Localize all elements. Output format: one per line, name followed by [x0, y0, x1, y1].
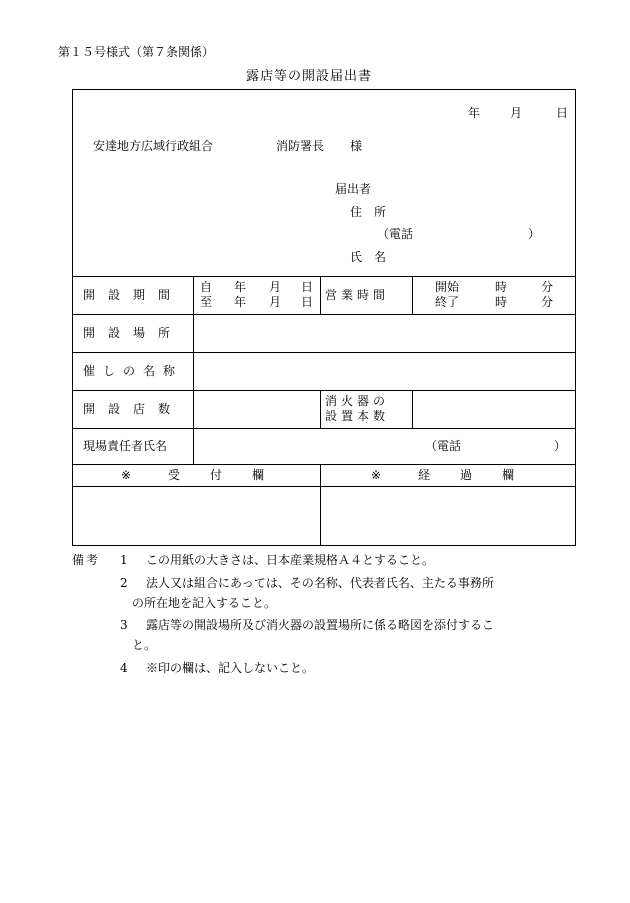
progress-label: 経過欄 — [418, 468, 545, 482]
period-from-day: 日 — [301, 280, 314, 294]
hours-start-hour: 時 — [495, 280, 508, 294]
form-title: 露店等の開設届出書 — [246, 69, 373, 84]
applicant-label: 届出者 — [335, 182, 372, 196]
note-1-num: 1 — [120, 553, 128, 567]
period-from-year: 年 — [234, 280, 247, 294]
period-to-year: 年 — [234, 295, 247, 309]
hours-start-minute: 分 — [541, 280, 554, 294]
reception-label: 受付欄 — [168, 468, 295, 482]
rule-office-split — [320, 464, 321, 546]
manager-phone-close: ） — [554, 439, 567, 453]
place-label: 開設場所 — [83, 326, 184, 340]
manager-label: 現場責任者氏名 — [83, 439, 168, 453]
rule-manager-top — [73, 428, 575, 429]
period-from: 自 — [200, 280, 213, 294]
rule-office-header-bottom — [73, 486, 575, 487]
rule-place-top — [73, 314, 575, 315]
note-2-text: 法人又は組合にあっては、その名称、代表者氏名、主たる事務所 — [146, 576, 494, 590]
note-1-text: この用紙の大きさは、日本産業規格Ａ４とすること。 — [146, 553, 435, 567]
period-label: 開設期間 — [83, 288, 184, 302]
phone-close: ） — [528, 227, 541, 241]
reception-mark: ※ — [121, 468, 132, 482]
event-label: 催しの名称 — [83, 364, 184, 378]
name-label: 氏 名 — [350, 250, 387, 264]
stores-label: 開設店数 — [83, 402, 184, 416]
rule-extinguisher-value — [412, 390, 413, 428]
recipient-title: 消防署長 — [276, 139, 325, 153]
period-to: 至 — [200, 295, 213, 309]
address-label: 住 所 — [350, 205, 387, 219]
note-3-num: 3 — [120, 618, 128, 632]
extinguisher-label-2: 設置本数 — [325, 409, 390, 423]
form-number: 第１５号様式（第７条関係） — [58, 45, 215, 59]
rule-hours-label — [412, 276, 413, 314]
period-from-month: 月 — [269, 280, 282, 294]
hours-start: 開始 — [435, 280, 460, 294]
hours-label: 営業時間 — [325, 288, 390, 302]
note-2-num: 2 — [120, 576, 128, 590]
rule-office-top — [73, 464, 575, 465]
rule-stores-top — [73, 390, 575, 391]
hours-end-minute: 分 — [541, 295, 554, 309]
progress-mark: ※ — [371, 468, 382, 482]
phone-open: （電話 — [377, 227, 414, 241]
period-to-month: 月 — [269, 295, 282, 309]
recipient-org: 安達地方広域行政組合 — [93, 139, 214, 153]
extinguisher-label-1: 消火器の — [325, 394, 390, 408]
hours-end-hour: 時 — [495, 295, 508, 309]
period-to-day: 日 — [301, 295, 314, 309]
manager-phone-open: （電話 — [425, 439, 462, 453]
hours-end: 終了 — [435, 295, 460, 309]
note-3-cont: と。 — [132, 638, 157, 652]
notes-heading: 備考 — [72, 553, 101, 567]
note-2-cont: の所在地を記入すること。 — [132, 596, 277, 610]
form-table — [72, 89, 576, 546]
date-day: 日 — [556, 106, 569, 120]
rule-period-hours — [320, 276, 321, 314]
rule-event-top — [73, 352, 575, 353]
note-4-num: 4 — [120, 661, 128, 675]
rule-period-top — [73, 276, 575, 277]
rule-label-column — [193, 276, 194, 464]
note-4-text: ※印の欄は、記入しないこと。 — [146, 661, 315, 675]
date-year: 年 — [468, 106, 481, 120]
note-3-text: 露店等の開設場所及び消火器の設置場所に係る略図を添付するこ — [146, 618, 495, 632]
recipient-honorific: 様 — [350, 139, 363, 153]
date-month: 月 — [510, 106, 523, 120]
rule-stores-extinguisher — [320, 390, 321, 428]
